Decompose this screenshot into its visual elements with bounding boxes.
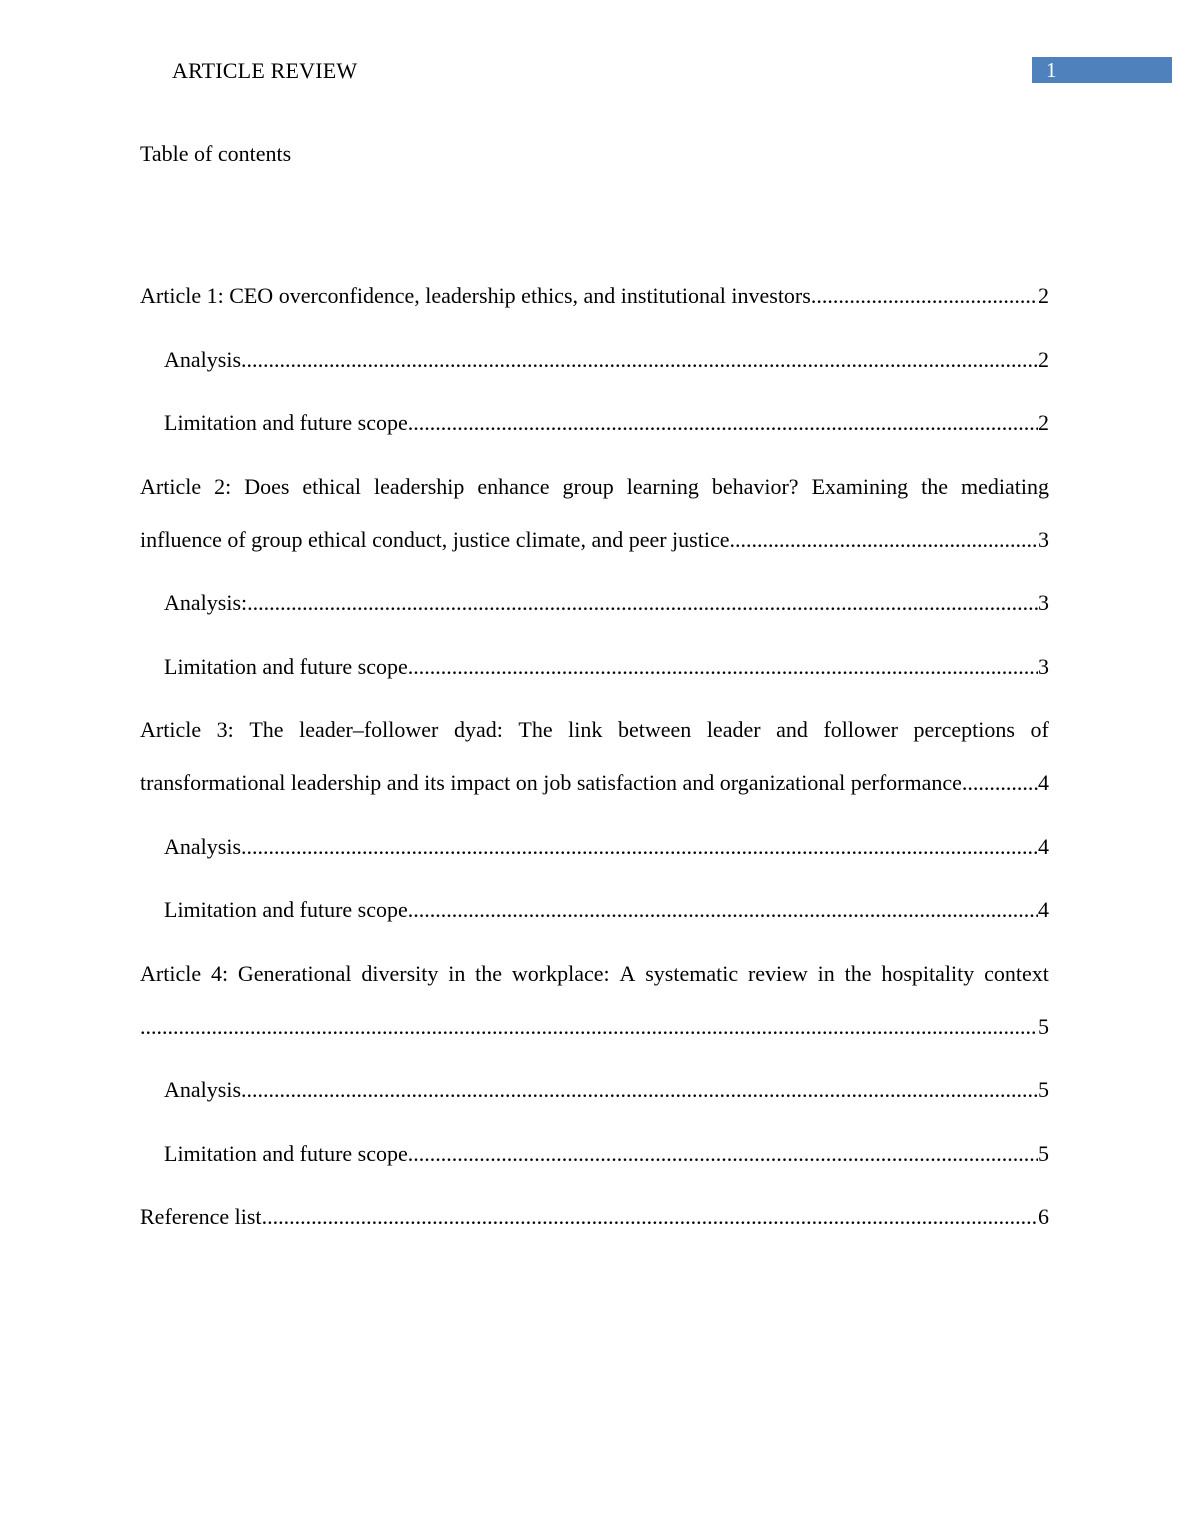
toc-entry-analysis[interactable] — [140, 820, 1049, 873]
toc-word: Article — [140, 717, 202, 742]
toc-word: and — [776, 717, 808, 742]
toc-word: of — [1030, 717, 1049, 742]
toc-word: dyad: — [453, 717, 503, 742]
toc-entry-limitation[interactable] — [140, 1127, 1049, 1180]
toc-entry-text: Analysis: — [164, 590, 248, 615]
toc-word: Article — [140, 960, 202, 986]
toc-word: 4: — [210, 960, 229, 986]
toc-entry-analysis[interactable] — [140, 576, 1049, 629]
toc-entry-article-2[interactable] — [140, 460, 1049, 566]
dot-leader — [241, 820, 1038, 873]
toc-word: the — [844, 960, 872, 986]
toc-word: learning — [626, 473, 699, 499]
toc-word: ethical — [302, 473, 362, 499]
toc-entry-text: Limitation and future scope — [164, 897, 408, 922]
dot-leader — [408, 883, 1038, 936]
toc-word: behavior? — [711, 473, 799, 499]
toc-entry-limitation[interactable] — [140, 883, 1049, 936]
toc-entry-text: Limitation and future scope — [164, 1140, 408, 1166]
dot-leader — [262, 1190, 1038, 1243]
toc-entry-page: 4 — [1038, 833, 1049, 859]
dot-leader — [730, 513, 1039, 566]
dot-leader — [408, 396, 1038, 449]
toc-entry-first-line — [140, 703, 1049, 756]
toc-entry-text: Limitation and future scope — [164, 410, 408, 435]
toc-entry-page: 3 — [1038, 653, 1049, 679]
dot-leader — [811, 269, 1038, 322]
toc-word: 3: — [216, 717, 234, 742]
toc-word: hospitality — [881, 960, 975, 986]
page-number-box — [1032, 57, 1172, 83]
toc-entry-text: influence of group ethical conduct, justice climate, and peer justice — [140, 526, 730, 552]
toc-word: Article — [140, 473, 202, 499]
toc-word: in — [448, 960, 466, 986]
toc-word: leadership — [374, 473, 465, 499]
toc-word: The — [249, 717, 284, 742]
toc-word: systematic — [645, 960, 739, 986]
toc-word: link — [568, 717, 603, 742]
toc-entry-limitation[interactable] — [140, 640, 1049, 693]
toc-entry-page: 3 — [1038, 590, 1049, 615]
toc-entry-text: Analysis — [164, 1077, 241, 1102]
toc-word: 2: — [214, 473, 232, 499]
toc-entry-page: 6 — [1038, 1204, 1049, 1229]
toc-entry-analysis[interactable] — [140, 333, 1049, 386]
toc-entry-page: 5 — [1038, 1077, 1049, 1102]
dot-leader — [247, 576, 1038, 629]
toc-entry-page: 2 — [1038, 346, 1049, 372]
toc-word: context — [984, 960, 1049, 986]
toc-word: enhance — [477, 473, 550, 499]
toc-entry-text: Analysis — [164, 833, 241, 859]
table-of-contents — [140, 269, 1049, 1254]
toc-word: mediating — [960, 473, 1049, 499]
toc-word: Generational — [237, 960, 352, 986]
dot-leader — [408, 640, 1038, 693]
toc-word: A — [619, 960, 636, 986]
toc-entry-limitation[interactable] — [140, 396, 1049, 449]
toc-word: group — [562, 473, 614, 499]
toc-word: leader — [706, 717, 761, 742]
toc-entry-page: 2 — [1038, 410, 1049, 435]
toc-entry-text: transformational leadership and its impact on job satisfaction and organizational performance — [140, 770, 962, 795]
dot-leader — [140, 1000, 1038, 1053]
page-number: 1 — [1046, 58, 1057, 82]
toc-entry-text: Article 1: CEO overconfidence, leadership ethics, and institutional investors — [140, 283, 811, 308]
toc-entry-page: 2 — [1038, 283, 1049, 308]
toc-word: Does — [244, 473, 290, 499]
toc-word: in — [817, 960, 835, 986]
toc-heading: Table of contents — [140, 141, 292, 166]
toc-word: follower — [823, 717, 898, 742]
toc-entry-page: 4 — [1038, 770, 1049, 795]
toc-word: the — [921, 473, 948, 499]
toc-entry-page: 3 — [1038, 526, 1049, 552]
toc-word: perceptions — [913, 717, 1015, 742]
toc-entry-article-3[interactable] — [140, 703, 1049, 809]
toc-word: workplace: — [511, 960, 610, 986]
toc-word: review — [747, 960, 808, 986]
toc-entry-text: Reference list — [140, 1204, 262, 1229]
toc-entry-first-line — [140, 460, 1049, 513]
toc-entry-text: Analysis — [164, 346, 241, 372]
toc-word: between — [617, 717, 692, 742]
toc-entry-page: 4 — [1038, 897, 1049, 922]
dot-leader — [408, 1127, 1038, 1180]
toc-word: diversity — [361, 960, 439, 986]
dot-leader — [241, 1063, 1038, 1116]
header-title: ARTICLE REVIEW — [172, 58, 358, 83]
toc-word: The — [518, 717, 553, 742]
toc-entry-page: 5 — [1038, 1140, 1049, 1166]
toc-word: leader–follower — [299, 717, 439, 742]
dot-leader — [962, 756, 1038, 809]
toc-word: the — [475, 960, 503, 986]
toc-word: Examining — [811, 473, 909, 499]
toc-entry-analysis[interactable] — [140, 1063, 1049, 1116]
toc-entry-reference-list[interactable] — [140, 1190, 1049, 1243]
toc-entry-text: Limitation and future scope — [164, 653, 408, 679]
toc-entry-article-1[interactable] — [140, 269, 1049, 322]
toc-entry-page: 5 — [1038, 1013, 1049, 1039]
toc-entry-article-4[interactable] — [140, 947, 1049, 1053]
dot-leader — [241, 333, 1038, 386]
toc-entry-first-line — [140, 947, 1049, 1000]
